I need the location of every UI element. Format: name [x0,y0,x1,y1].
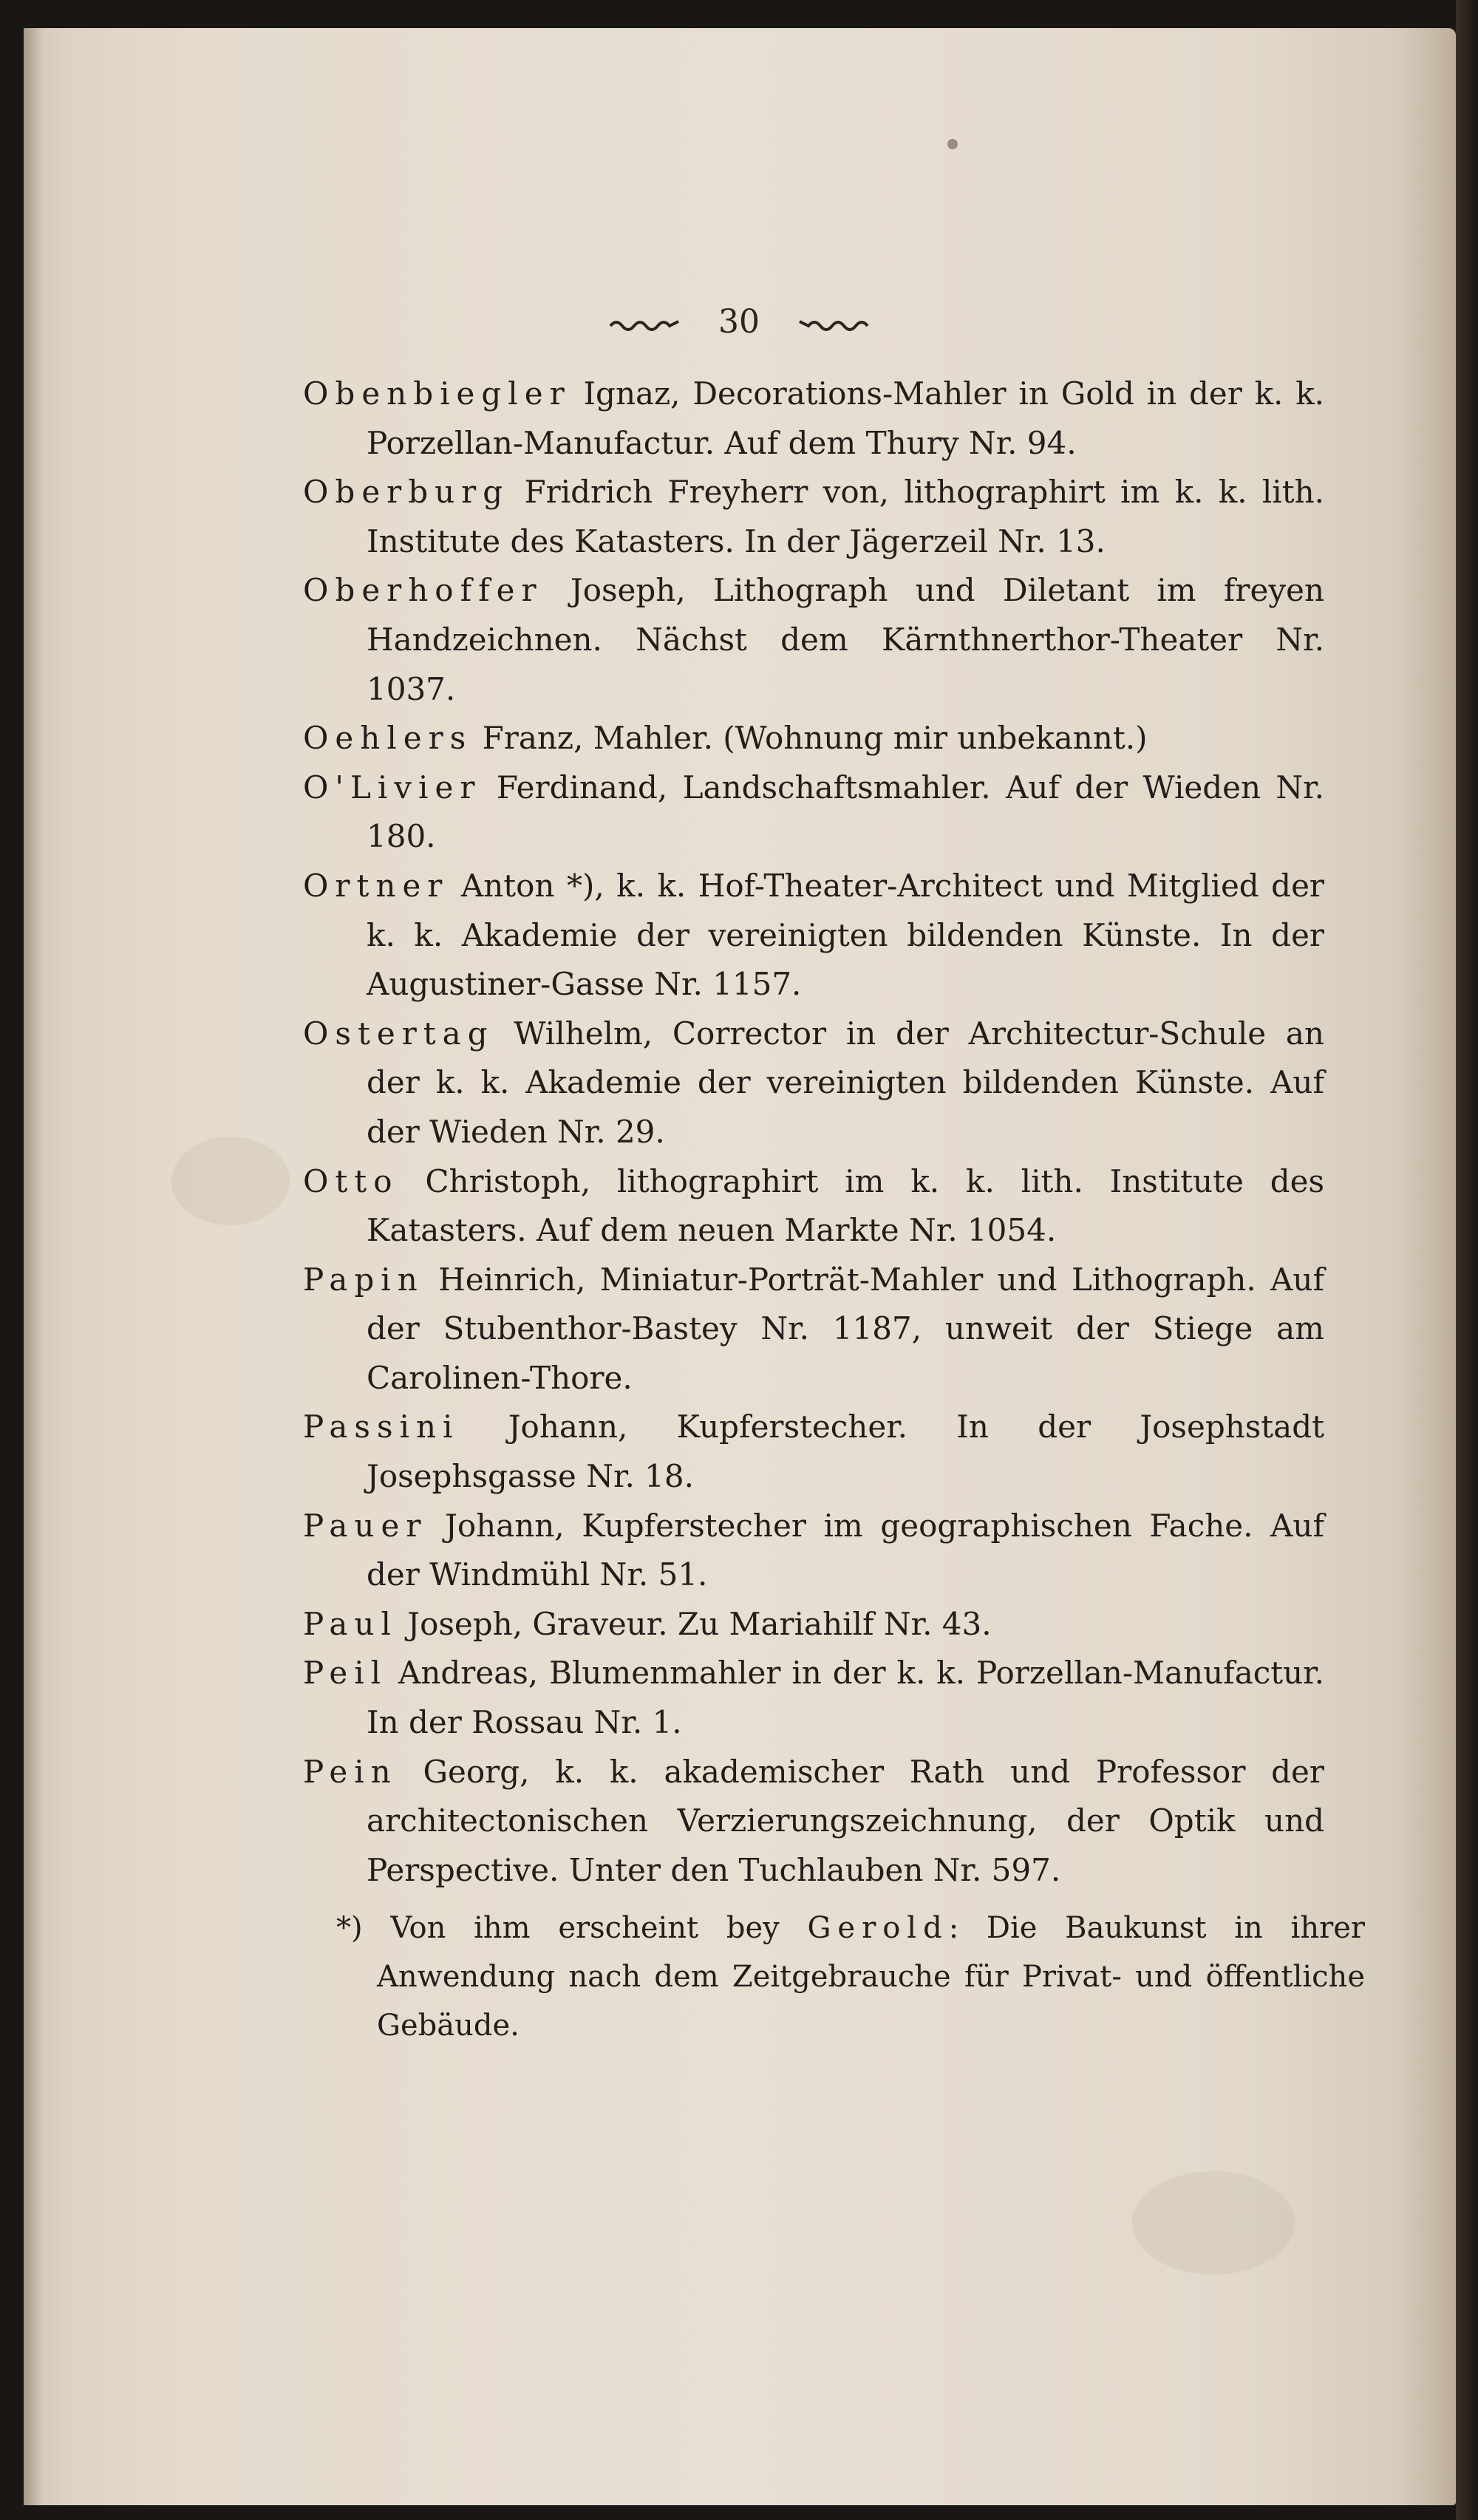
footnote [336,1904,1365,2050]
list-item [303,1748,1324,1896]
entry-list [303,370,1324,1895]
entry-text: Ignaz, Decorations-Mahler in Gold in der k. k. Porzellan-Manufactur. Auf dem Thury Nr. 94. [367,375,1324,461]
paper-stain [1132,2171,1295,2275]
list-item [303,862,1324,1009]
entry-surname: Peil [303,1655,388,1692]
page-edge [1456,0,1478,2520]
list-item [303,1502,1324,1600]
entry-surname: Oberburg [303,474,510,511]
entry-surname: Oberhoffer [303,572,543,609]
list-item [303,1600,1324,1649]
book-gutter [24,28,43,2505]
entry-surname: O'Livier [303,769,482,806]
entry-text: Christoph, lithographirt im k. k. lith. Institute des Katasters. Auf dem neuen Markte Nr. 1054. [367,1162,1324,1249]
list-item [303,763,1324,862]
paper-stain [171,1137,290,1225]
list-item [303,370,1324,468]
entry-text: Franz, Mahler. (Wohnung mir unbekannt.) [472,720,1148,757]
entry-text: Heinrich, Miniatur-Porträt-Mahler und Lithograph. Auf der Stubenthor-Bastey Nr. 1187, unweit der Stiege am Carolinen-Thore. [367,1261,1324,1396]
list-item [303,714,1324,763]
entry-surname: Ortner [303,867,449,904]
ornament-left-icon [607,316,681,333]
footnote-text-end: : Die Baukunst in ihrer Anwendung nach dem Zeitgebrauche für Privat- und öffentliche Gebäude. [377,1911,1366,2043]
ornament-right-icon [797,316,871,333]
entry-text: Wilhelm, Corrector in der Architectur-Schule an der k. k. Akademie der vereinigten bildenden Künste. Auf der Wieden Nr. 29. [367,1015,1324,1150]
entry-text: Johann, Kupferstecher im geographischen Fache. Auf der Windmühl Nr. 51. [367,1507,1324,1593]
list-item [303,1157,1324,1256]
footnote-marker: *) [336,1911,391,1945]
footnote-publisher: Gerold [807,1911,949,1945]
entry-surname: Paul [303,1605,398,1642]
entry-surname: Ostertag [303,1015,494,1052]
list-item [303,1403,1324,1501]
entry-text: Anton *), k. k. Hof-Theater-Architect und Mitglied der k. k. Akademie der vereinigten bildenden Künste. In der Augustiner-Gasse Nr. 1157. [367,867,1324,1003]
list-item [303,1256,1324,1403]
paper-stain [947,139,958,149]
entry-surname: Oehlers [303,720,473,757]
entry-surname: Papin [303,1261,424,1298]
entry-text: Andreas, Blumenmahler in der k. k. Porzellan-Manufactur. In der Rossau Nr. 1. [367,1655,1324,1741]
list-item [303,1649,1324,1747]
entry-surname: Obenbiegler [303,375,571,412]
list-item [303,468,1324,566]
page-header [0,303,1478,341]
entry-text: Joseph, Lithograph und Diletant im freyen Handzeichnen. Nächst dem Kärnthnerthor-Theater Nr. 1037. [367,572,1324,707]
entry-surname: Otto [303,1162,399,1199]
entry-text: Johann, Kupferstecher. In der Josephstadt Josephsgasse Nr. 18. [367,1409,1324,1495]
entry-text: Georg, k. k. akademischer Rath und Professor der architectonischen Verzierungszeichnung, der Optik und Perspective. Unter den Tuchlauben Nr. 597. [367,1753,1324,1888]
list-item [303,566,1324,714]
list-item [303,1009,1324,1157]
entry-surname: Pein [303,1753,398,1790]
entry-text: Ferdinand, Landschaftsmahler. Auf der Wieden Nr. 180. [367,769,1324,855]
page-number: 30 [718,303,760,341]
entry-text: Fridrich Freyherr von, lithographirt im k. k. lith. Institute des Katasters. In der Jägerzeil Nr. 13. [367,474,1324,559]
footnote-text-start: Von ihm erscheint bey [390,1911,808,1945]
entry-surname: Passini [303,1409,460,1445]
entry-text: Joseph, Graveur. Zu Mariahilf Nr. 43. [397,1605,992,1642]
entry-surname: Pauer [303,1507,428,1544]
